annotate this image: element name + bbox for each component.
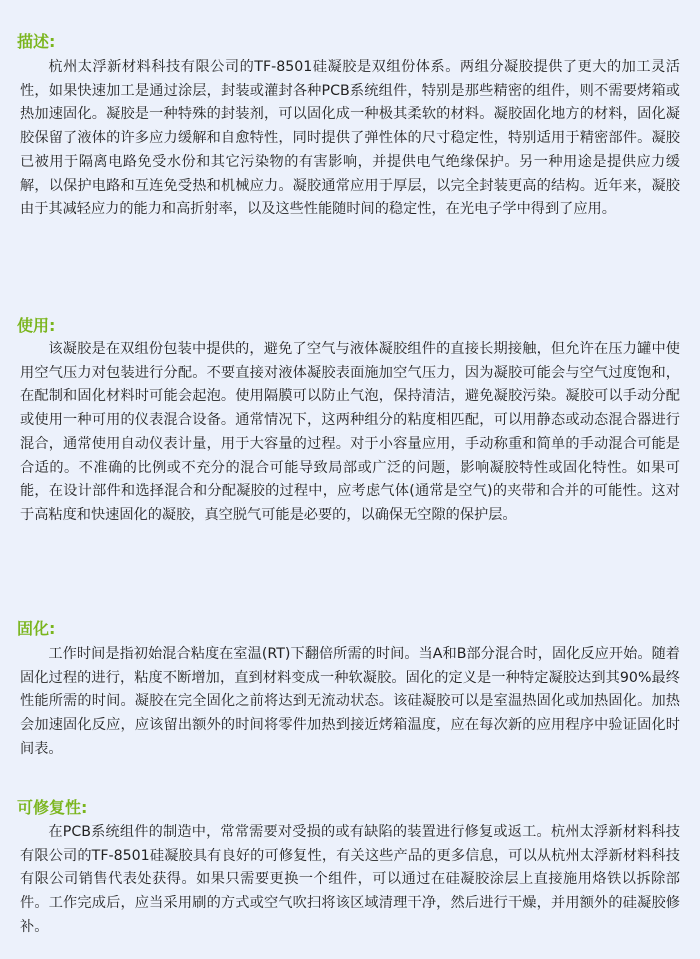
section-heading-curing: 固化: (17, 619, 56, 638)
section-body-repairability: 在PCB系统组件的制造中，常常需要对受损的或有缺陷的装置进行修复或返工。杭州太浮新材料科技有限公司的TF-8501硅凝胶具有良好的可修复性，有关这些产品的更多信息，可以从杭州太浮新材料科技有限公司销售代表处获得。如果只需要更换一个组件，可以通过在硅凝胶涂层上直接施用烙铁以拆除部件。工作完成后，应当采用刷的方式或空气吹扫将该区域清理干净，然后进行干燥，并用额外的硅凝胶修补。 (20, 824, 680, 935)
section-body-usage: 该凝胶是在双组份包装中提供的，避免了空气与液体凝胶组件的直接长期接触，但允许在压力罐中使用空气压力对包装进行分配。不要直接对液体凝胶表面施加空气压力，因为凝胶可能会与空气过度饱和，在配制和固化材料时可能会起泡。使用隔膜可以防止气泡，保持清洁，避免凝胶污染。凝胶可以手动分配或使用一种可用的仪表混合设备。通常情况下，这两种组分的粘度相匹配，可以用静态或动态混合器进行混合，通常使用自动仪表计量，用于大容量的过程。对于小容量应用，手动称重和简单的手动混合可能是合适的。不准确的比例或不充分的混合可能导致局部或广泛的问题，影响凝胶特性或固化特性。如果可能，在设计部件和选择混合和分配凝胶的过程中，应考虑气体(通常是空气)的夹带和合并的可能性。这对于高粘度和快速固化的凝胶，真空脱气可能是必要的，以确保无空隙的保护层。 (20, 341, 680, 523)
section-heading-usage: 使用: (17, 316, 56, 335)
section-heading-repairability: 可修复性: (17, 798, 88, 817)
section-body-description: 杭州太浮新材料科技有限公司的TF-8501硅凝胶是双组份体系。两组分凝胶提供了更大的加工灵活性，如果快速加工是通过涂层，封装或灌封各种PCB系统组件，特别是那些精密的组件，则不需要烤箱或热加速固化。凝胶是一种特殊的封装剂，可以固化成一种极其柔软的材料。凝胶固化地方的材料，固化凝胶保留了液体的许多应力缓解和自愈特性，同时提供了弹性体的尺寸稳定性，特别适用于精密部件。凝胶已被用于隔离电路免受水份和其它污染物的有害影响，并提供电气绝缘保护。另一种用途是提供应力缓解，以保护电路和互连免受热和机械应力。凝胶通常应用于厚层，以完全封装更高的结构。近年来，凝胶由于其减轻应力的能力和高折射率，以及这些性能随时间的稳定性，在光电子学中得到了应用。 (20, 59, 680, 218)
section-body-curing: 工作时间是指初始混合粘度在室温(RT)下翻倍所需的时间。当A和B部分混合时，固化反应开始。随着固化过程的进行，粘度不断增加，直到材料变成一种软凝胶。固化的定义是一种特定凝胶达到其90%最终性能所需的时间。凝胶在完全固化之前将达到无流动状态。该硅凝胶可以是室温热固化或加热固化。加热会加速固化反应，应该留出额外的时间将零件加热到接近烤箱温度，应在每次新的应用程序中验证固化时间表。 (20, 646, 680, 757)
section-heading-description: 描述: (17, 32, 56, 51)
